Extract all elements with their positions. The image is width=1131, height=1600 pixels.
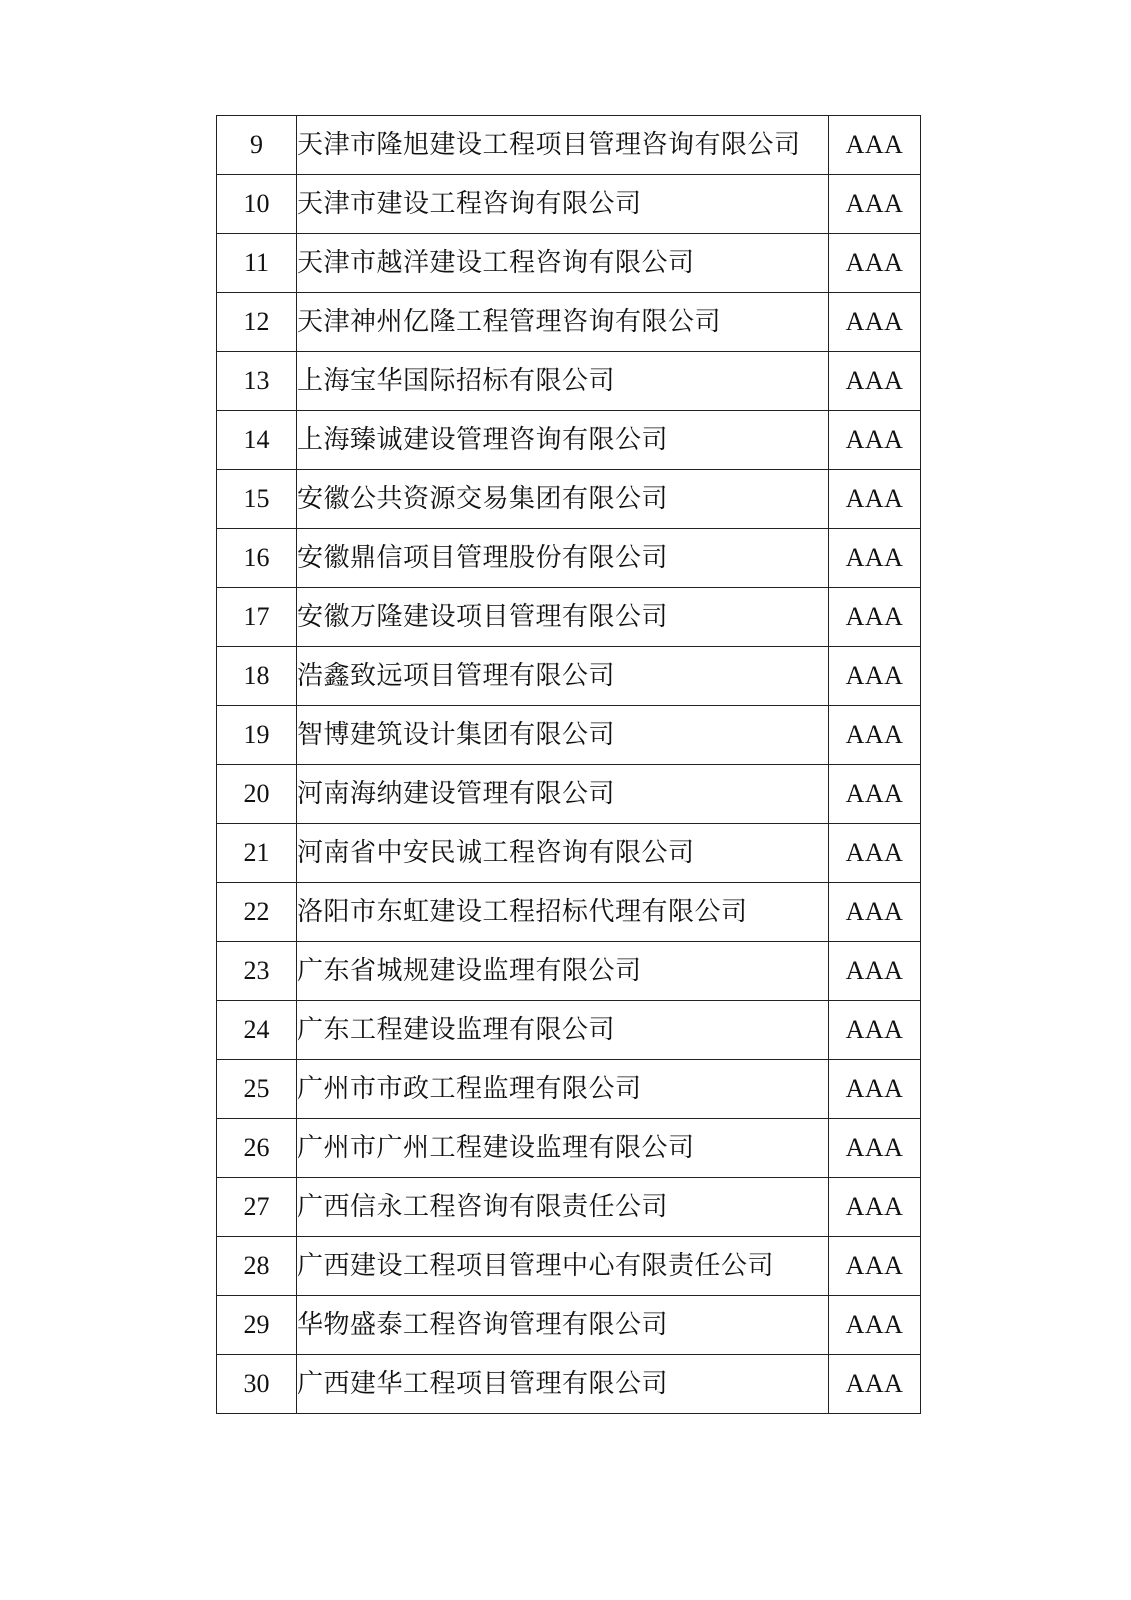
company-name-cell: 广西建华工程项目管理有限公司 [297,1355,829,1414]
row-number-cell: 23 [217,942,297,1001]
credit-grade-cell: AAA [829,470,921,529]
credit-grade-cell: AAA [829,1178,921,1237]
credit-grade-cell: AAA [829,411,921,470]
company-name-cell: 智博建筑设计集团有限公司 [297,706,829,765]
credit-grade-cell: AAA [829,1237,921,1296]
credit-grade-cell: AAA [829,824,921,883]
row-number-cell: 21 [217,824,297,883]
company-name-cell: 安徽万隆建设项目管理有限公司 [297,588,829,647]
credit-grade-cell: AAA [829,706,921,765]
company-name-cell: 天津市建设工程咨询有限公司 [297,175,829,234]
credit-grade-cell: AAA [829,1060,921,1119]
row-number-cell: 30 [217,1355,297,1414]
credit-grade-cell: AAA [829,234,921,293]
company-name-cell: 河南海纳建设管理有限公司 [297,765,829,824]
table-row [217,470,921,529]
table-row [217,1355,921,1414]
row-number-cell: 29 [217,1296,297,1355]
table-row [217,116,921,175]
credit-grade-cell: AAA [829,647,921,706]
company-name-cell: 河南省中安民诚工程咨询有限公司 [297,824,829,883]
table-row [217,175,921,234]
table-body [217,116,921,1414]
credit-grade-cell: AAA [829,116,921,175]
company-name-cell: 安徽公共资源交易集团有限公司 [297,470,829,529]
row-number-cell: 12 [217,293,297,352]
company-name-cell: 广西信永工程咨询有限责任公司 [297,1178,829,1237]
company-name-cell: 天津神州亿隆工程管理咨询有限公司 [297,293,829,352]
row-number-cell: 9 [217,116,297,175]
company-name-cell: 广州市广州工程建设监理有限公司 [297,1119,829,1178]
row-number-cell: 11 [217,234,297,293]
company-name-cell: 广东省城规建设监理有限公司 [297,942,829,1001]
credit-grade-cell: AAA [829,883,921,942]
company-grade-table [216,115,921,1414]
row-number-cell: 22 [217,883,297,942]
table-row [217,824,921,883]
table-row [217,883,921,942]
company-name-cell: 华物盛泰工程咨询管理有限公司 [297,1296,829,1355]
row-number-cell: 28 [217,1237,297,1296]
row-number-cell: 16 [217,529,297,588]
credit-grade-cell: AAA [829,942,921,1001]
credit-grade-cell: AAA [829,1296,921,1355]
company-name-cell: 安徽鼎信项目管理股份有限公司 [297,529,829,588]
row-number-cell: 17 [217,588,297,647]
company-name-cell: 洛阳市东虹建设工程招标代理有限公司 [297,883,829,942]
table-row [217,706,921,765]
company-name-cell: 天津市隆旭建设工程项目管理咨询有限公司 [297,116,829,175]
row-number-cell: 26 [217,1119,297,1178]
company-name-cell: 广州市市政工程监理有限公司 [297,1060,829,1119]
table-row [217,1296,921,1355]
table-row [217,1060,921,1119]
company-name-cell: 广东工程建设监理有限公司 [297,1001,829,1060]
table-row [217,647,921,706]
row-number-cell: 18 [217,647,297,706]
company-name-cell: 天津市越洋建设工程咨询有限公司 [297,234,829,293]
table-row [217,1237,921,1296]
table-row [217,1178,921,1237]
credit-grade-cell: AAA [829,588,921,647]
table-row [217,293,921,352]
table-row [217,411,921,470]
company-name-cell: 广西建设工程项目管理中心有限责任公司 [297,1237,829,1296]
credit-grade-cell: AAA [829,1001,921,1060]
credit-grade-cell: AAA [829,765,921,824]
table-row [217,234,921,293]
company-name-cell: 浩鑫致远项目管理有限公司 [297,647,829,706]
row-number-cell: 14 [217,411,297,470]
row-number-cell: 15 [217,470,297,529]
credit-grade-cell: AAA [829,175,921,234]
company-name-cell: 上海臻诚建设管理咨询有限公司 [297,411,829,470]
table-row [217,588,921,647]
row-number-cell: 27 [217,1178,297,1237]
row-number-cell: 10 [217,175,297,234]
credit-grade-cell: AAA [829,529,921,588]
credit-grade-cell: AAA [829,1355,921,1414]
credit-grade-cell: AAA [829,293,921,352]
row-number-cell: 20 [217,765,297,824]
row-number-cell: 24 [217,1001,297,1060]
table-row [217,1119,921,1178]
company-name-cell: 上海宝华国际招标有限公司 [297,352,829,411]
row-number-cell: 25 [217,1060,297,1119]
credit-grade-cell: AAA [829,1119,921,1178]
row-number-cell: 19 [217,706,297,765]
table-row [217,942,921,1001]
row-number-cell: 13 [217,352,297,411]
credit-grade-cell: AAA [829,352,921,411]
table-row [217,352,921,411]
table-row [217,765,921,824]
table-row [217,1001,921,1060]
table-row [217,529,921,588]
